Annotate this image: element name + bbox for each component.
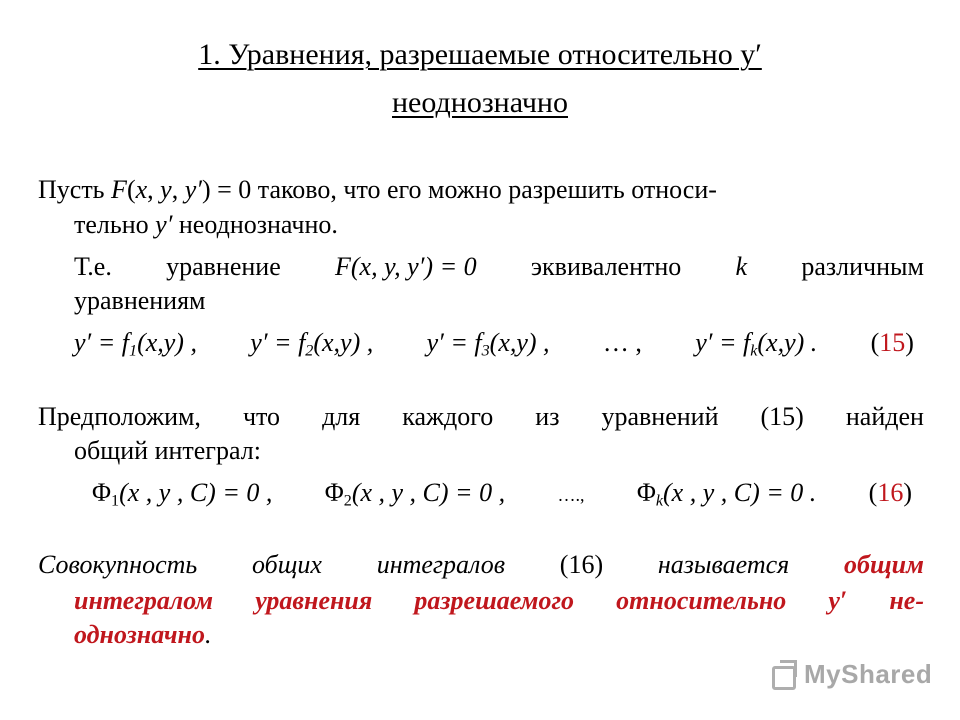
text-run: x	[135, 175, 148, 204]
eq15-item-k	[695, 328, 817, 358]
slide-title-line2: неоднозначно	[392, 86, 568, 119]
eq-lhs: … ,	[602, 328, 642, 357]
eq-lhs: y′ = f	[695, 328, 751, 357]
para1-line2	[74, 210, 338, 240]
eq15-item-2	[250, 328, 373, 358]
eq-args: (x,y) ,	[489, 328, 550, 357]
slide-title-line1: 1. Уравнения, разрешаемые относительно y′	[198, 38, 762, 71]
equation-16	[92, 478, 912, 508]
text-run: из	[535, 402, 560, 431]
paren: (	[868, 478, 878, 507]
eq-subscript: 1	[129, 342, 138, 360]
text-run: каждого	[402, 402, 494, 431]
para2-line2: общий интеграл:	[74, 436, 261, 465]
equation-reference: (16)	[559, 550, 604, 579]
eq-lhs: y′ = f	[74, 328, 129, 357]
para2-line1	[38, 402, 924, 432]
eq-lhs: Φ	[324, 478, 344, 507]
text-run: (	[126, 175, 136, 204]
brand-text: MyShared	[804, 658, 933, 689]
eq-lhs: y′ = f	[426, 328, 482, 357]
text-run: Совокупность	[38, 550, 198, 579]
text-run: Т.е.	[74, 252, 112, 281]
para1-line3	[74, 252, 924, 282]
text-run: уравнение	[166, 252, 281, 281]
text-run: k	[735, 252, 748, 281]
text-run: тельно	[74, 210, 156, 239]
eq15-item-1	[74, 328, 197, 358]
text-run: ,	[147, 175, 161, 204]
myshared-logo-icon	[770, 660, 798, 688]
text-run: для	[322, 402, 361, 431]
paren: (	[870, 328, 880, 357]
text-run: интегралов	[376, 550, 505, 579]
text-run: (15)	[760, 402, 804, 431]
eq-args: (x , y , C) = 0 ,	[119, 478, 273, 507]
text-run: уравнений	[601, 402, 719, 431]
para1-line4: уравнениям	[74, 286, 206, 315]
highlighted-term: общим	[844, 550, 924, 579]
para3-line2: интегралом уравнения разрешаемого относительно y′ не-	[74, 586, 924, 615]
text-run: общих	[252, 550, 322, 579]
label-number: 16	[877, 478, 904, 507]
eq16-item-1	[92, 478, 272, 508]
myshared-watermark	[770, 654, 932, 694]
text-run: найден	[845, 402, 924, 431]
text-run: y′	[184, 175, 202, 204]
text-run: y′	[155, 210, 173, 239]
eq16-item-2	[325, 478, 505, 508]
paren: )	[903, 478, 912, 507]
para3-line1	[38, 550, 924, 580]
eq-subscript: 2	[305, 342, 314, 360]
text-run: F	[111, 175, 127, 204]
text-run: ,	[171, 175, 185, 204]
text-run: y	[160, 175, 172, 204]
eq-args: (x , y , C) = 0 .	[663, 478, 817, 507]
text-run: различным	[801, 252, 924, 281]
label-number: 15	[879, 328, 906, 357]
text-run: называется	[657, 550, 790, 579]
para1-line1	[38, 175, 717, 205]
eq-lhs: y′ = f	[250, 328, 306, 357]
eq-args: (x,y) ,	[313, 328, 374, 357]
eq-args: (x,y) .	[757, 328, 818, 357]
eq15-item-3	[427, 328, 550, 358]
eq-subscript: 2	[343, 492, 352, 510]
text-run: что	[242, 402, 281, 431]
eq16-item-k	[637, 478, 816, 508]
eq15-ellipsis	[603, 328, 642, 358]
highlighted-term: однозначно	[74, 620, 205, 649]
eq16-ellipsis: ….,	[557, 485, 585, 505]
equation-15	[74, 328, 914, 358]
text-run: ) = 0 таково, что его можно разрешить относи-	[201, 175, 717, 204]
equation-label-15	[871, 328, 914, 358]
text-run: неоднозначно.	[172, 210, 338, 239]
para3-line3	[74, 620, 211, 650]
eq-args: (x,y) ,	[137, 328, 197, 357]
eq-subscript: 1	[111, 492, 120, 510]
text-run: .	[204, 620, 212, 649]
eq-subscript: k	[750, 342, 758, 360]
equation-inline: F(x, y, y′) = 0	[335, 252, 477, 281]
eq-args: (x , y , C) = 0 ,	[351, 478, 506, 507]
text-run: Предположим,	[38, 402, 201, 431]
eq-lhs: Φ	[92, 478, 112, 507]
eq-subscript: 3	[481, 342, 490, 360]
paren: )	[905, 328, 914, 357]
text-run: Пусть	[38, 175, 112, 204]
eq-subscript: k	[655, 492, 663, 510]
equation-label-16	[869, 478, 912, 508]
eq-lhs: Φ	[636, 478, 656, 507]
text-run: эквивалентно	[530, 252, 682, 281]
